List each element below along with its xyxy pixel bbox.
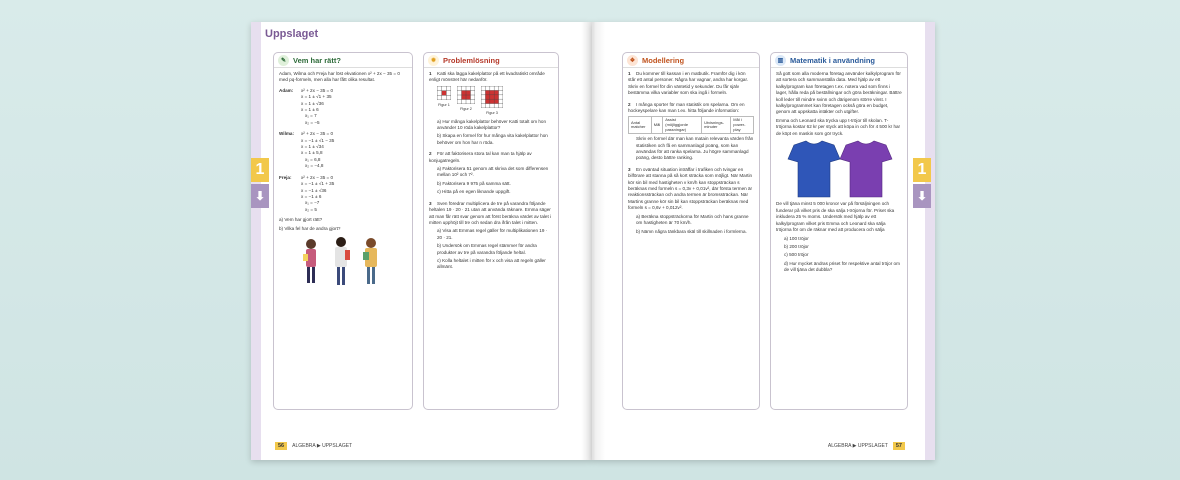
- vem-har-ratt-body: [274, 68, 412, 297]
- vem-har-ratt-title: Vem har rätt?: [293, 55, 341, 65]
- wilma-line-0: x² + 2x − 35 = 0: [301, 131, 334, 137]
- problemlosning-body: [424, 68, 558, 276]
- adam-line-1: x = 1 ± √1 + 35: [301, 94, 332, 100]
- freja-line-0: x² + 2x − 35 = 0: [301, 174, 334, 180]
- adam-line-5: x₂ = −5: [305, 119, 320, 125]
- freja-line-1: x = −1 ± √1 + 35: [301, 181, 335, 187]
- wilma-name: Wilma:: [279, 131, 295, 137]
- right-footer: [828, 442, 905, 450]
- usage-paragraph-1: Så gott som alla moderna företag använder kalkylprogram för att sortera och sammanställa data. Med hjälp av ett kalkylprogram kan företagen t.ex. notera vad som finns i lager, hålla reda på beställningar och göra beräkningar. Bättre koll leder till mindre svinn och därigenom större vinst. I kalkylprogrammet kan företagen också göra en budget, genom att uppskatta intäkter och utgifter.: [776, 71, 902, 115]
- tile-grid-2: [457, 86, 475, 104]
- students-illustration: [279, 234, 399, 292]
- problem-3c: c) Kolla heltalet i mitten för x och visa att regeln gäller allmänt.: [437, 257, 546, 270]
- model-2-after: Skriv en formel där man kan matain relevanta värden från statistiken och få en sammanlagd poäng, som kan användas för att ranka spelarna. Ju högre sammanlagd poäng, desto bättre ranking.: [636, 136, 754, 161]
- section-title: Uppslaget: [265, 28, 319, 40]
- right-page: [592, 22, 935, 460]
- hockey-stats-table: [628, 116, 754, 134]
- tile-figure-3-label: Figur 3: [486, 111, 498, 116]
- problem-2b: b) Faktorisera 9 975 på samma sätt.: [437, 180, 511, 186]
- tile-figures: [429, 86, 553, 117]
- model-3b: b) Nämn några tänkbara skäl till skillnaden i formlerna.: [636, 228, 747, 234]
- open-book: [251, 22, 935, 460]
- model-2-text: I många sporter för man statistik om spelarna. Om en hockeyspelare kan man t.ex. hitta följande information:: [628, 101, 745, 114]
- tile-figure-2-label: Figur 2: [460, 107, 472, 112]
- wilma-line-3: x = 1 ± 5,8: [301, 150, 323, 156]
- right-page-number: 57: [893, 442, 905, 450]
- problem-1-text: Katti ska lägga kakelplattor på ett kvadratiskt område enligt mönstret här nedanför.: [429, 71, 545, 83]
- tile-figure-2: [457, 86, 475, 117]
- usage-question-d: d) Hur mycket ändras priset för respektive antal tröjor om de vill tjäna det dubbla?: [784, 260, 900, 273]
- adam-solution: [279, 88, 407, 126]
- problem-2c: c) Hitta på en egen liknande uppgift.: [437, 189, 511, 195]
- problem-2-number: 2: [429, 151, 432, 157]
- wilma-solution: [279, 131, 407, 169]
- usage-question-b: b) 200 tröjor: [784, 243, 809, 249]
- bar-chart-icon: ▥: [775, 55, 786, 66]
- table-header-cell: Antal matcher: [629, 117, 652, 134]
- tile-figure-1-label: Figur 1: [438, 103, 450, 108]
- purple-tshirt: [840, 141, 892, 197]
- student-figure-3: [363, 238, 377, 284]
- problemlosning-title: Problemlösning: [443, 55, 500, 65]
- tile-grid-3: [481, 86, 503, 108]
- freja-name: Freja:: [279, 174, 292, 180]
- adam-line-0: x² + 2x − 35 = 0: [301, 87, 334, 93]
- lightbulb-icon: ✹: [428, 55, 439, 66]
- vem-har-ratt-card: [273, 52, 413, 410]
- vem-question-b: b) Vilka fel har de andra gjort?: [279, 225, 341, 231]
- table-header-cell: Mål i power-play: [731, 117, 754, 134]
- left-page-number: 56: [275, 442, 287, 450]
- problemlosning-card: [423, 52, 559, 410]
- adam-line-2: x = 1 ± √36: [301, 100, 324, 106]
- usage-paragraph-3: De vill tjäna minst 5 000 kronor var på försäljningen och funderar på vilket pris de ska sälja t-tröjorna för. Priset ska inkludera 25 % moms. Undersök med hjälp av ett kalkylprogram vilket pris Emma och Leonard ska sälja tröjorna för om de räknar med att producera och sälja: [776, 201, 895, 233]
- tile-grid-1: [437, 86, 451, 100]
- vem-har-ratt-header: [274, 53, 412, 68]
- table-header-cell: Assist (möjliggjorde passningar): [663, 117, 702, 134]
- matematik-anvandning-title: Matematik i användning: [790, 55, 876, 65]
- right-page-strip: [925, 22, 935, 460]
- vem-question-a: a) Vem har gjort rätt?: [279, 217, 323, 223]
- table-header-cell: Mål: [651, 117, 662, 134]
- left-chapter-tab: 1: [251, 158, 269, 182]
- tshirts-illustration: [776, 139, 900, 199]
- problem-2-text: För att faktorisera stora tal kan man ta hjälp av konjugatregeln.: [429, 151, 532, 163]
- model-1-text: Du kommer till kassan i en matbutik. Framför dig i kön står ett antal personer. Några har vagnar, andra har korgar. Skriv en formel för din väntetid y sekunder. Du får själv bestämma vilka variabler som ska ingå i formeln.: [628, 71, 749, 96]
- problemlosning-header: [424, 53, 558, 68]
- model-2-number: 2: [628, 101, 631, 107]
- student-figure-2: [335, 237, 350, 285]
- wilma-line-1: x = −1 ± √1 − 35: [301, 137, 335, 143]
- wilma-line-2: x = 1 ± √34: [301, 144, 324, 150]
- model-3a: a) Beräkna stoppsträckorna för Martin och hans granne om hastigheten är 70 km/h.: [636, 213, 749, 226]
- usage-question-a: a) 100 tröjor: [784, 235, 809, 241]
- modellering-header: [623, 53, 759, 68]
- problem-3a: a) Visa att Emmas regel gäller för multiplikationen 19 · 20 · 21.: [437, 228, 548, 240]
- left-chapter-down-arrow-icon: ⬇: [251, 184, 269, 208]
- matematik-anvandning-card: [770, 52, 908, 410]
- adam-name: Adam:: [279, 87, 294, 93]
- right-footer-text: ALGEBRA ▶ UPPSLAGET: [827, 443, 888, 449]
- freja-line-5: x₂ = 5: [305, 206, 317, 212]
- freja-line-2: x = −1 ± √36: [301, 187, 327, 193]
- right-chapter-down-arrow-icon: ⬇: [913, 184, 931, 208]
- usage-question-c: c) 500 tröjor: [784, 252, 809, 258]
- left-page-strip: [251, 22, 261, 460]
- problem-3-number: 3: [429, 200, 432, 206]
- puzzle-icon: ❖: [627, 55, 638, 66]
- usage-paragraph-2: Emma och Leonard ska trycka upp t-tröjor till skolan. T-tröjorna kostar 62 kr per styck att köpa in och för 4 500 kr har de köpt en maskin som gör tryck.: [776, 117, 901, 136]
- left-footer: [275, 442, 352, 450]
- problem-1-number: 1: [429, 71, 432, 76]
- problem-3-text: Sven föredrar multiplicera de tre på varandra följande heltalen 19 · 20 · 21 utan att använda räknare. Emma säger att man får rätt svar genom att först beräkna värdet av talet i mitten upphöjt till tre och sedan dra ifrån talet i mitten.: [429, 200, 552, 225]
- model-3-text: En oväntad situation inträffar i trafiken och tvingar en bilförare att stanna på så kort sträcka som möjligt. När Martin kör sin bil med hastigheten v km/h kan stoppsträckan s beräknas med formeln s = 0,3v + 0,01v², där första termen är reaktionssträckan och andra termen är bromssträckan. När Martins granne kör sin bil kan stoppsträckan beräknas med formeln s = 0,6v + 0,012v².: [628, 166, 753, 211]
- tile-figure-3: [481, 86, 503, 117]
- freja-line-4: x₁ = −7: [305, 200, 320, 206]
- right-chapter-tab: 1: [913, 158, 931, 182]
- freja-solution: [279, 175, 407, 213]
- blue-tshirt: [788, 141, 840, 197]
- problem-3b: b) Undersök om Emmas regel stämmer för andra produkter av tre på varandra följande heltal.: [437, 243, 537, 255]
- student-figure-1: [303, 239, 316, 283]
- speech-bubble-icon: ✎: [278, 55, 289, 66]
- problem-1b: b) Skapa en formel för hur många vita kakelplattor hon behöver om hon har n röda.: [437, 133, 548, 145]
- adam-line-4: x₁ = 7: [305, 113, 317, 119]
- modellering-body: [623, 68, 759, 240]
- adam-line-3: x = 1 ± 6: [301, 107, 319, 113]
- problem-2a: a) Faktorisera 51 genom att skriva det som differensen mellan 10² och 7².: [437, 166, 549, 178]
- problem-1a: a) Hur många kakelplattor behöver Katti totalt om hon använder 10 röda kakelplattor?: [437, 118, 547, 131]
- wilma-line-4: x₁ = 6,8: [305, 156, 321, 162]
- matematik-anvandning-header: [771, 53, 907, 68]
- table-header-cell: Utvisnings-minuter: [702, 117, 731, 134]
- model-1-number: 1: [628, 71, 631, 76]
- modellering-title: Modellering: [642, 55, 685, 65]
- freja-line-3: x = −1 ± 6: [301, 193, 322, 199]
- matematik-anvandning-body: [771, 68, 907, 279]
- vem-intro: Adam, Wilma och Freja har löst ekvationen x² + 2x − 35 = 0 med pq-formeln, men alla har fått olika resultat.: [279, 71, 400, 83]
- tile-figure-1: [437, 86, 451, 117]
- modellering-card: [622, 52, 760, 410]
- left-footer-text: ALGEBRA ▶ UPPSLAGET: [292, 443, 353, 449]
- left-page: [251, 22, 592, 460]
- model-3-number: 3: [628, 166, 631, 172]
- table-row: [629, 117, 754, 134]
- wilma-line-5: x₂ = −4,8: [305, 163, 324, 169]
